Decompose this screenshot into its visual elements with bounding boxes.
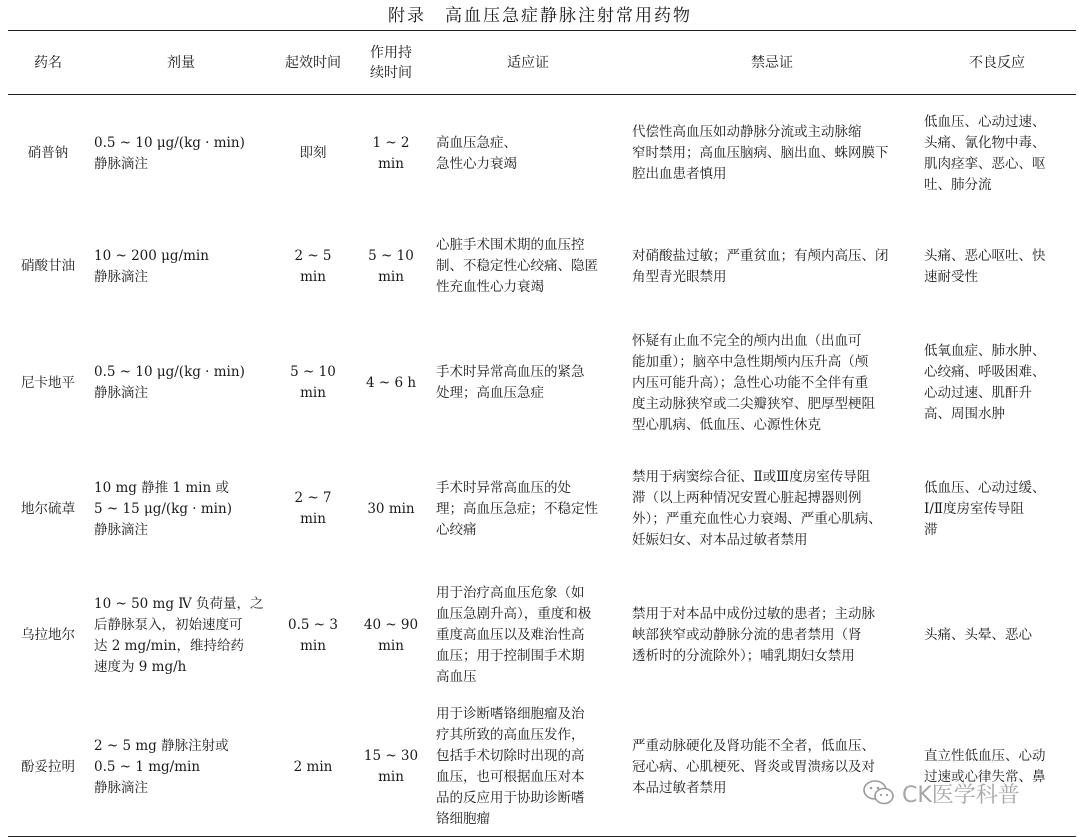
contraindication-line: 窄时禁用；高血压脑病、脑出血、蛛网膜下 <box>632 145 889 162</box>
indication-line: 心绞痛 <box>436 521 477 538</box>
adverse-line: 低血压、心动过缓、 <box>924 479 1046 496</box>
duration-cell: 40 ~ 90 min <box>363 616 419 654</box>
indication-line: 高血压 <box>436 669 477 685</box>
drug-name-cell: 乌拉地尔 <box>21 627 75 643</box>
dose-line: 10 ~ 50 mg Ⅳ 负荷量，之 <box>94 595 264 612</box>
header-adverse: 不良反应 <box>969 54 1025 71</box>
indication-cell <box>430 213 626 321</box>
indication-line: 包括手术切除时出现的高 <box>436 748 585 765</box>
indication-line: 理；高血压急症；不稳定性 <box>436 500 598 517</box>
drug-name-cell: 硝普钠 <box>27 145 69 162</box>
adverse-line: 高、周围水肿 <box>924 406 1005 422</box>
onset-cell: 2 ~ 7 min <box>294 490 332 527</box>
indication-line: 急性心力衰竭 <box>436 155 517 172</box>
contraindication-line: 对硝酸盐过敏；严重贫血；有颅内高压、闭 <box>632 247 889 264</box>
dose-line: 速度为 9 mg/h <box>94 658 187 675</box>
table-row <box>8 573 1076 699</box>
dose-line: 后静脉泵入，初始速度可 <box>94 616 243 633</box>
watermark <box>862 775 1020 811</box>
dose-cell <box>88 95 274 213</box>
indication-line: 制、不稳定性心绞痛、隐匿 <box>436 258 598 274</box>
table-header-row <box>8 31 1076 95</box>
adverse-line: 速耐受性 <box>924 268 978 285</box>
adverse-line: 吐、肺分流 <box>924 176 992 193</box>
adverse-line: 头痛、氰化物中毒、 <box>924 134 1046 151</box>
contraindication-cell <box>626 95 918 213</box>
adverse-line: 心绞痛、呼吸困难、 <box>924 364 1046 380</box>
header-contraindication: 禁忌证 <box>751 54 793 71</box>
contraindication-line: 角型青光眼禁用 <box>632 268 727 285</box>
onset-cell: 0.5 ~ 3 min <box>288 616 338 654</box>
adverse-cell <box>918 95 1076 213</box>
indication-cell <box>430 321 626 446</box>
contraindication-line: 滞（以上两种情况安置心脏起搏器则例 <box>632 490 862 506</box>
contraindication-line: 禁用于对本品中成份过敏的患者；主动脉 <box>632 606 875 622</box>
indication-cell <box>430 95 626 213</box>
onset-cell: 5 ~ 10 min <box>290 364 336 401</box>
dose-cell <box>88 573 274 699</box>
contraindication-line: 腔出血患者慎用 <box>632 166 727 183</box>
adverse-line: 直立性低血压、心动 <box>924 748 1046 765</box>
contraindication-line: 外）；严重充血性心力衰竭、严重心肌病、 <box>632 511 882 527</box>
header-duration <box>352 31 430 95</box>
adverse-line: 低血压、心动过速、 <box>924 113 1046 130</box>
drug-name-cell: 尼卡地平 <box>21 374 75 391</box>
indication-cell <box>430 699 626 837</box>
indication-line: 血压急剧升高），重度和极 <box>436 606 592 622</box>
dose-line: 10 mg 静推 1 min 或 <box>94 479 229 496</box>
contraindication-line: 怀疑有止血不完全的颅内出血（出血可 <box>632 332 862 349</box>
adverse-cell <box>918 573 1076 699</box>
dose-line: 0.5 ~ 1 mg/min <box>94 758 201 775</box>
adverse-line: Ⅰ/Ⅱ度房室传导阻 <box>924 500 1025 517</box>
adverse-cell <box>918 446 1076 573</box>
contraindication-line: 能加重）；脑卒中急性期颅内压升高（颅 <box>632 353 869 370</box>
dose-line: 静脉滴注 <box>94 779 148 796</box>
adverse-line: 滞 <box>924 521 938 538</box>
onset-cell: 2 min <box>293 758 333 775</box>
duration-cell: 5 ~ 10 min <box>368 247 414 285</box>
adverse-line: 头痛、恶心呕吐、快 <box>924 247 1046 264</box>
indication-line: 用于治疗高血压危象（如 <box>436 585 585 601</box>
contraindication-cell <box>626 321 918 446</box>
dose-line: 2 ~ 5 mg 静脉注射或 <box>94 737 229 754</box>
indication-line: 心脏手术围术期的血压控 <box>436 237 585 253</box>
indication-line: 手术时异常高血压的紧急 <box>436 364 585 380</box>
indication-line: 品的反应用于协助诊断嗜 <box>436 790 585 807</box>
indication-line: 血压，也可根据血压对本 <box>436 769 585 786</box>
indication-line: 血压；用于控制围手术期 <box>436 648 585 664</box>
header-onset: 起效时间 <box>285 54 341 71</box>
indication-line: 用于诊断嗜铬细胞瘤及治 <box>436 706 585 723</box>
indication-line: 铬细胞瘤 <box>436 811 490 828</box>
dose-line: 静脉滴注 <box>94 385 148 401</box>
contraindication-cell <box>626 699 918 837</box>
dose-cell <box>88 699 274 837</box>
wechat-icon <box>862 779 896 807</box>
dose-line: 0.5 ~ 10 μg/(kg · min) <box>94 364 245 380</box>
contraindication-line: 妊娠妇女、对本品过敏者禁用 <box>632 532 808 548</box>
document-title: 附录 高血压急症静脉注射常用药物 <box>388 6 692 26</box>
indication-cell <box>430 446 626 573</box>
table-row <box>8 95 1076 213</box>
header-duration-line: 作用持 <box>370 44 412 61</box>
contraindication-cell <box>626 446 918 573</box>
table-row <box>8 213 1076 321</box>
duration-cell: 1 ~ 2 min <box>372 134 410 172</box>
dose-line: 0.5 ~ 10 μg/(kg · min) <box>94 134 245 151</box>
indication-line: 手术时异常高血压的处 <box>436 479 571 496</box>
header-indication: 适应证 <box>507 54 549 71</box>
adverse-cell <box>918 699 1076 837</box>
indication-line: 处理；高血压急症 <box>436 385 544 401</box>
dose-line: 10 ~ 200 μg/min <box>94 247 209 264</box>
indication-line: 重度高血压以及难治性高 <box>436 627 585 643</box>
contraindication-cell <box>626 213 918 321</box>
indication-line: 高血压急症、 <box>436 134 517 151</box>
dose-cell <box>88 321 274 446</box>
drug-name-cell: 地尔硫䓬 <box>21 500 75 517</box>
duration-cell: 4 ~ 6 h <box>365 374 417 391</box>
contraindication-line: 内压可能升高）；急性心功能不全伴有重 <box>632 374 869 391</box>
header-duration-line: 续时间 <box>370 64 412 81</box>
dose-line: 静脉滴注 <box>94 521 148 538</box>
adverse-line: 心动过速、肌酐升 <box>924 385 1032 401</box>
dose-line: 静脉滴注 <box>94 155 148 172</box>
adverse-cell <box>918 321 1076 446</box>
adverse-line: 低氧血症、肺水肿、 <box>924 343 1046 359</box>
contraindication-line: 严重动脉硬化及肾功能不全者，低血压、 <box>632 737 875 754</box>
contraindication-cell <box>626 573 918 699</box>
watermark-text: CK医学科普 <box>902 782 1020 808</box>
contraindication-line: 代偿性高血压如动静脉分流或主动脉缩 <box>632 124 862 141</box>
drug-name-cell: 酚妥拉明 <box>21 758 75 775</box>
table-row <box>8 446 1076 573</box>
header-dose: 剂量 <box>167 54 195 71</box>
duration-cell: 15 ~ 30 min <box>363 748 419 786</box>
table-row <box>8 699 1076 837</box>
dose-cell <box>88 213 274 321</box>
onset-cell: 2 ~ 5 min <box>294 247 332 285</box>
dose-line: 达 2 mg/min，维持给药 <box>94 637 244 654</box>
contraindication-line: 禁用于病窦综合征、Ⅱ或Ⅲ度房室传导阻 <box>632 469 871 485</box>
adverse-line: 头痛、头晕、恶心 <box>924 627 1032 643</box>
dose-cell <box>88 446 274 573</box>
contraindication-line: 峡部狭窄或动静脉分流的患者禁用（肾 <box>632 627 862 643</box>
dose-line: 5 ~ 15 μg/(kg · min) <box>94 500 232 517</box>
adverse-cell <box>918 213 1076 321</box>
contraindication-line: 型心肌病、低血压、心源性休克 <box>632 416 821 433</box>
drug-name-cell: 硝酸甘油 <box>21 258 75 274</box>
onset-cell: 即刻 <box>299 145 327 162</box>
indication-cell <box>430 573 626 699</box>
adverse-line: 肌肉痉挛、恶心、呕 <box>924 155 1046 172</box>
indication-line: 性充血性心力衰竭 <box>436 279 544 295</box>
contraindication-line: 冠心病、心肌梗死、肾炎或胃溃疡以及对 <box>632 758 875 775</box>
contraindication-line: 度主动脉狭窄或二尖瓣狭窄、肥厚型梗阻 <box>632 395 875 412</box>
table-row <box>8 321 1076 446</box>
header-drug: 药名 <box>34 54 62 71</box>
contraindication-line: 本品过敏者禁用 <box>632 779 727 796</box>
duration-cell: 30 min <box>367 500 415 517</box>
dose-line: 静脉滴注 <box>94 268 148 285</box>
indication-line: 疗其所致的高血压发作， <box>436 727 585 744</box>
drug-table <box>8 30 1076 837</box>
adverse-line: 过速或心律失常、鼻 <box>924 769 1046 786</box>
contraindication-line: 透析时的分流除外）；哺乳期妇女禁用 <box>632 648 855 664</box>
